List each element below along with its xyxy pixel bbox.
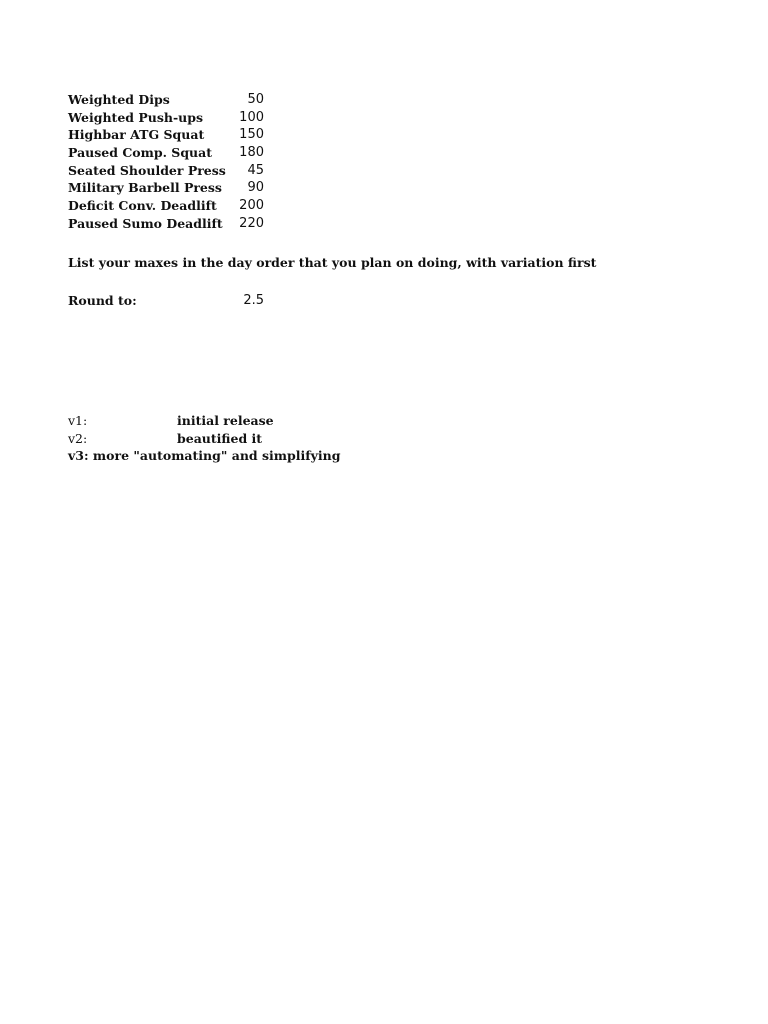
lift-max-cell[interactable]: 50	[247, 92, 264, 107]
instruction-note[interactable]: List your maxes in the day order that you plan on doing, with variation first	[68, 255, 597, 270]
lift-name-cell[interactable]: Paused Sumo Deadlift	[68, 216, 223, 231]
lift-name-cell[interactable]: Military Barbell Press	[68, 180, 222, 195]
lift-max-cell[interactable]: 220	[239, 216, 264, 231]
lift-name-cell[interactable]: Highbar ATG Squat	[68, 127, 205, 142]
version-description[interactable]: initial release	[177, 413, 274, 428]
version-description[interactable]: beautified it	[177, 431, 263, 446]
lift-name-cell[interactable]: Weighted Push-ups	[68, 110, 204, 125]
version-entry[interactable]: v3: more "automating" and simplifying	[68, 448, 341, 463]
lift-max-cell[interactable]: 150	[239, 127, 264, 142]
version-label[interactable]: v1:	[68, 413, 88, 428]
lift-max-cell[interactable]: 180	[239, 145, 264, 160]
lift-name-cell[interactable]: Paused Comp. Squat	[68, 145, 213, 160]
lift-max-cell[interactable]: 100	[239, 110, 264, 125]
round-to-value[interactable]: 2.5	[243, 293, 264, 308]
lift-max-cell[interactable]: 200	[239, 198, 264, 213]
lift-name-cell[interactable]: Weighted Dips	[68, 92, 170, 107]
lift-max-cell[interactable]: 90	[247, 180, 264, 195]
round-to-label: Round to:	[68, 293, 137, 308]
version-label[interactable]: v2:	[68, 431, 88, 446]
lift-name-cell[interactable]: Deficit Conv. Deadlift	[68, 198, 217, 213]
lift-max-cell[interactable]: 45	[247, 163, 264, 178]
lift-name-cell[interactable]: Seated Shoulder Press	[68, 163, 226, 178]
